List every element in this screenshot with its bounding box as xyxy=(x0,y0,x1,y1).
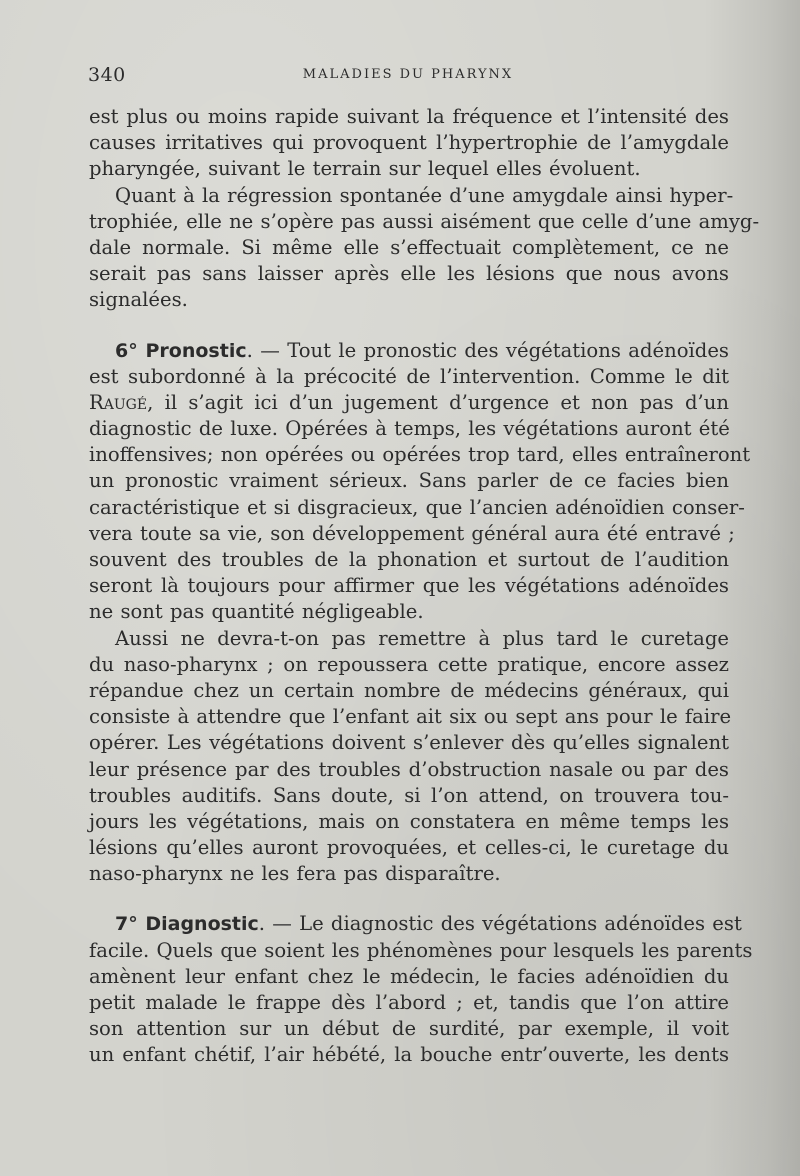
text-line: est subordonné à la précocité de l’intervention. Comme le dit xyxy=(89,364,729,388)
text-line: amènent leur enfant chez le médecin, le facies adénoïdien du xyxy=(89,964,729,988)
text-run: . — Tout le pronostic des végétations adénoïdes xyxy=(246,338,729,362)
text-line: diagnostic de luxe. Opérées à temps, les végétations auront été xyxy=(89,417,730,441)
text-line: Aussi ne devra-t-on pas remettre à plus tard le curetage xyxy=(115,626,729,650)
text-line: jours les végétations, mais on constatera en même temps les xyxy=(89,809,729,833)
text-line xyxy=(89,911,742,937)
text-line: un pronostic vraiment sérieux. Sans parler de ce facies bien xyxy=(89,469,729,493)
text-line: répandue chez un certain nombre de médecins généraux, qui xyxy=(89,678,729,702)
text-line: vera toute sa vie, son développement général aura été entravé ; xyxy=(89,521,735,545)
text-line: son attention sur un début de surdité, par exemple, il voit xyxy=(89,1017,729,1041)
section-gap xyxy=(89,887,729,911)
section-heading-pronostic: 6° Pronostic xyxy=(115,339,247,362)
section-heading-diagnostic: 7° Diagnostic xyxy=(115,913,259,936)
text-run: , il s’agit ici d’un jugement d’urgence et non pas d’un xyxy=(147,390,729,414)
text-line xyxy=(89,338,729,364)
text-line: inoffensives; non opérées ou opérées trop tard, elles entraîneront xyxy=(89,443,751,467)
text-line: petit malade le frappe dès l’abord ; et, tandis que l’on attire xyxy=(89,991,729,1014)
text-line: seront là toujours pour affirmer que les végétations adénoïdes xyxy=(89,574,729,598)
text-line: est plus ou moins rapide suivant la fréquence et l’intensité des xyxy=(89,105,729,128)
text-line: troubles auditifs. Sans doute, si l’on attend, on trouvera tou- xyxy=(89,783,729,807)
text-line xyxy=(89,390,729,416)
text-run: . — Le diagnostic des végétations adénoïdes est xyxy=(258,912,742,936)
text-line: trophiée, elle ne s’opère pas aussi aisément que celle d’une amyg- xyxy=(89,209,760,233)
page-number: 340 xyxy=(88,64,126,86)
text-line: serait pas sans laisser après elle les lésions que nous avons xyxy=(89,262,729,286)
section-gap xyxy=(89,314,729,338)
text-line: Quant à la régression spontanée d’une amygdale ainsi hyper- xyxy=(115,183,734,207)
text-line: signalées. xyxy=(89,288,188,312)
text-line: caractéristique et si disgracieux, que l’ancien adénoïdien conser- xyxy=(89,495,745,519)
text-line: un enfant chétif, l’air hébété, la bouche entr’ouverte, les dents xyxy=(89,1043,729,1067)
text-line: consiste à attendre que l’enfant ait six ou sept ans pour le faire xyxy=(89,705,732,729)
text-line: facile. Quels que soient les phénomènes pour lesquels les parents xyxy=(89,938,753,962)
text-line: lésions qu’elles auront provoquées, et celles-ci, le curetage du xyxy=(89,836,729,860)
body-text xyxy=(89,104,760,1069)
text-line: naso-pharynx ne les fera pas disparaître. xyxy=(89,862,501,886)
text-line: causes irritatives qui provoquent l’hypertrophie de l’amygdale xyxy=(89,131,729,155)
running-title: MALADIES DU PHARYNX xyxy=(302,67,514,82)
text-line: dale normale. Si même elle s’effectuait complètement, ce ne xyxy=(89,235,729,259)
author-name: Raugé xyxy=(89,390,148,414)
text-line: opérer. Les végétations doivent s’enlever dès qu’elles signalent xyxy=(89,731,729,755)
text-line: leur présence par des troubles d’obstruction nasale ou par des xyxy=(89,757,729,781)
running-head xyxy=(88,64,728,88)
text-line: du naso-pharynx ; on repoussera cette pratique, encore assez xyxy=(89,652,729,676)
text-line: souvent des troubles de la phonation et surtout de l’audition xyxy=(89,548,729,571)
text-line: pharyngée, suivant le terrain sur lequel elles évoluent. xyxy=(89,157,641,181)
text-line: ne sont pas quantité négligeable. xyxy=(89,600,424,624)
